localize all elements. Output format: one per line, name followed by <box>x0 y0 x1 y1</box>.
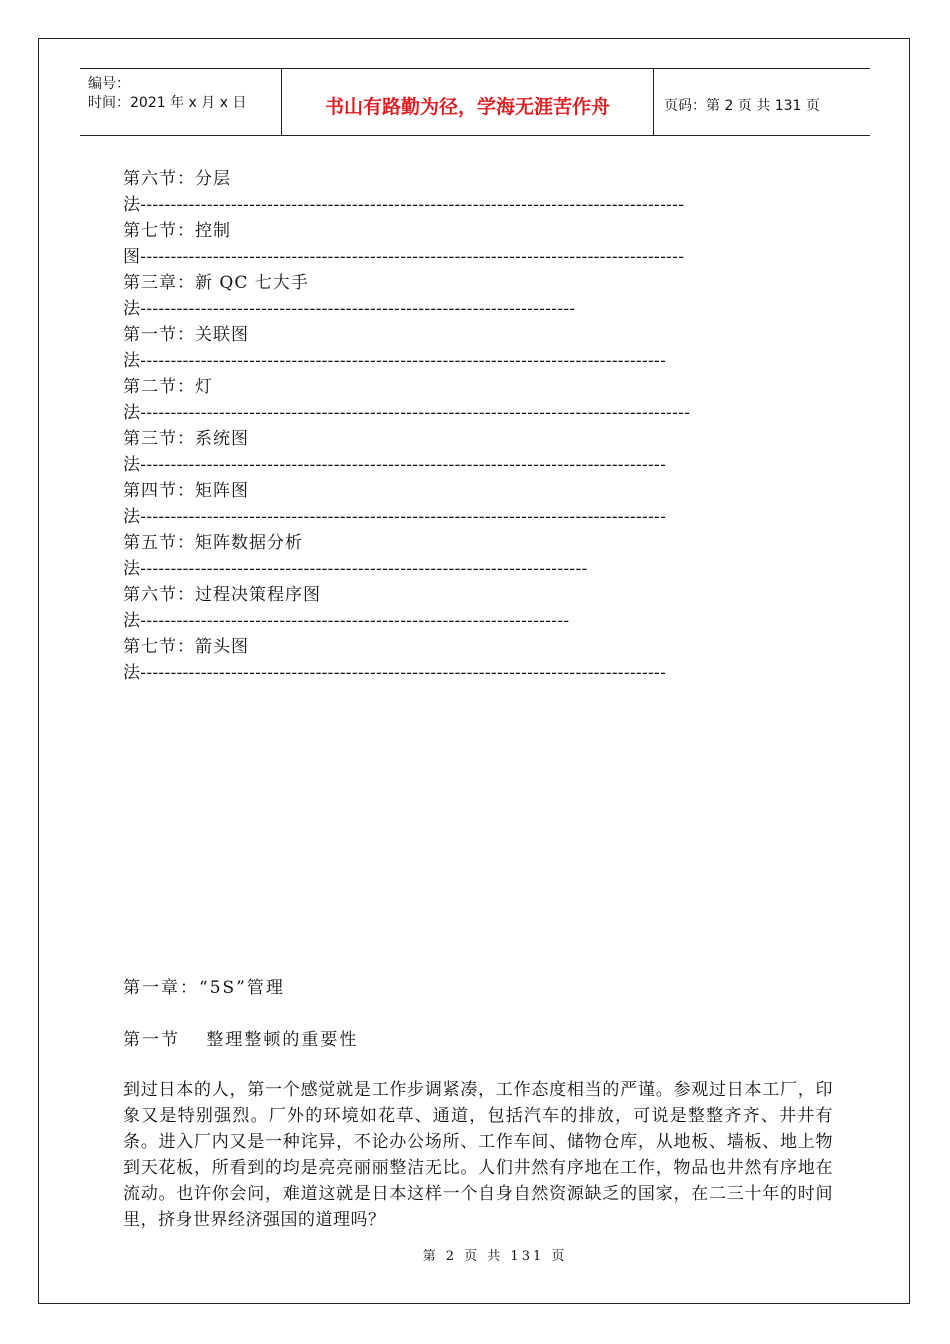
toc-entry[interactable] <box>123 582 843 634</box>
toc-entry-title: 第二节：灯 <box>123 377 213 397</box>
section-title: 第一节 整理整顿的重要性 <box>123 1030 359 1050</box>
toc-entry-title: 第五节：矩阵数据分析 <box>123 533 303 553</box>
toc-entry-leader: 法-------------------------------------------------------------------------- <box>123 559 588 579</box>
toc-entry[interactable] <box>123 426 843 478</box>
toc-entry[interactable] <box>123 166 843 218</box>
page-info: 页码：第 2 页 共 131 页 <box>664 98 820 114</box>
toc-entry-leader: 法------------------------------------------------------------------------ <box>123 299 576 319</box>
toc-entry-title: 第七节：控制 <box>123 221 231 241</box>
toc-entry-leader: 法--------------------------------------------------------------------------------------- <box>123 351 667 371</box>
toc-entry-title: 第六节：分层 <box>123 169 231 189</box>
toc-entry-title: 第六节：过程决策程序图 <box>123 585 321 605</box>
toc-entry[interactable] <box>123 634 843 686</box>
toc-entry[interactable] <box>123 374 843 426</box>
header-motto-cell <box>282 69 654 135</box>
document-header <box>80 68 870 136</box>
toc-entry-leader: 图------------------------------------------------------------------------------------------ <box>123 247 685 267</box>
serial-label: 编号： <box>88 76 130 92</box>
toc-entry-leader: 法----------------------------------------------------------------------- <box>123 611 570 631</box>
toc-entry-title: 第七节：箭头图 <box>123 637 249 657</box>
toc-entry-title: 第一节：关联图 <box>123 325 249 345</box>
chapter-title: 第一章：“5S”管理 <box>123 978 285 998</box>
toc-entry-leader: 法--------------------------------------------------------------------------------------- <box>123 663 667 683</box>
toc-entry-title: 第三节：系统图 <box>123 429 249 449</box>
toc-entry[interactable] <box>123 322 843 374</box>
header-page-cell <box>654 69 870 135</box>
toc-entry-leader: 法--------------------------------------------------------------------------------------- <box>123 455 667 475</box>
body-paragraph: 到过日本的人，第一个感觉就是工作步调紧凑，工作态度相当的严谨。参观过日本工厂，印象又是特别强烈。厂外的环境如花草、通道，包括汽车的排放，可说是整整齐齐、井井有条。进入厂内又是一种诧异，不论办公场所、工作车间、储物仓库，从地板、墙板、地上物到天花板，所看到的均是亮亮丽丽整洁无比。人们井然有序地在工作，物品也井然有序地在流动。也许你会问，难道这就是日本这样一个自身自然资源缺乏的国家，在二三十年的时间里，挤身世界经济强国的道理吗？ <box>123 1080 833 1230</box>
motto: 书山有路勤为径，学海无涯苦作舟 <box>324 96 610 118</box>
date-label: 时间：2021 年 x 月 x 日 <box>88 95 247 111</box>
header-meta <box>80 69 282 135</box>
toc-entry[interactable] <box>123 478 843 530</box>
toc-entry-leader: 法------------------------------------------------------------------------------------------ <box>123 195 685 215</box>
table-of-contents <box>123 166 843 686</box>
toc-entry-leader: 法--------------------------------------------------------------------------------------- <box>123 507 667 527</box>
toc-entry-title: 第三章：新 QC 七大手 <box>123 273 309 293</box>
toc-entry-title: 第四节：矩阵图 <box>123 481 249 501</box>
toc-entry[interactable] <box>123 218 843 270</box>
toc-entry[interactable] <box>123 270 843 322</box>
toc-entry-leader: 法------------------------------------------------------------------------------------------- <box>123 403 691 423</box>
toc-entry[interactable] <box>123 530 843 582</box>
page-footer: 第 2 页 共 131 页 <box>422 1249 568 1264</box>
